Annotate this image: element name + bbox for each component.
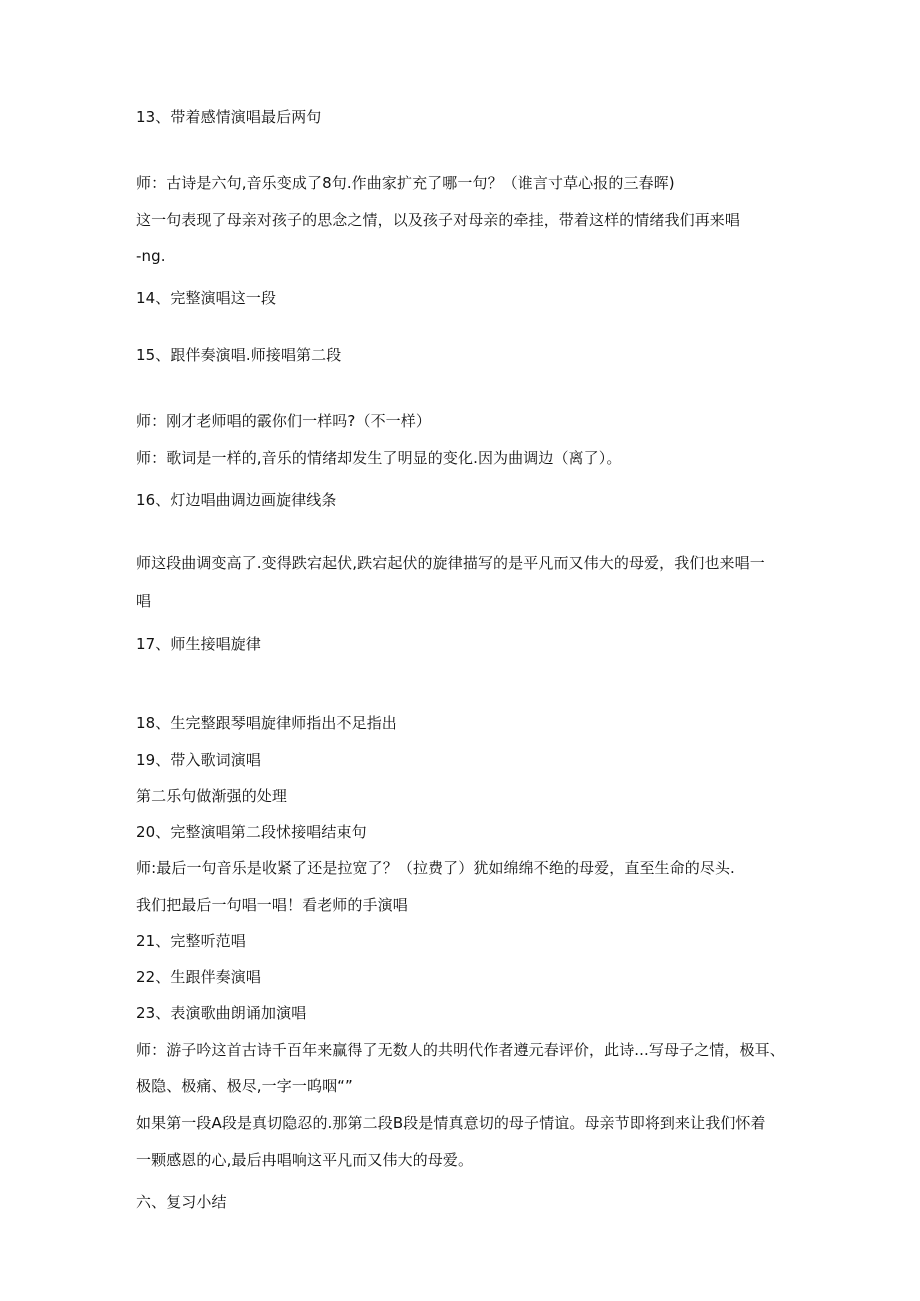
paragraph-line: 我们把最后一句唱一唱！看老师的手演唱: [136, 896, 408, 914]
step-19: 19、带入歌词演唱: [136, 751, 261, 769]
paragraph-line: 一颗感恩的心,最后冉唱响这平凡而又伟大的母爱。: [136, 1151, 474, 1169]
step-16: 16、灯边唱曲调边画旋律线条: [136, 491, 337, 509]
paragraph-line: 如果第一段A段是真切隐忍的.那第二段B段是情真意切的母子情谊。母亲节即将到来让我们怀着: [136, 1114, 766, 1132]
paragraph-line: 极隐、极痛、极尽,一字一呜咽“”: [136, 1077, 353, 1095]
paragraph-line: 第二乐句做渐强的处理: [136, 787, 288, 805]
paragraph-line: 师这段曲调变高了.变得跌宕起伏,跌宕起伏的旋律描写的是平凡而又伟大的母爱，我们也来唱一: [136, 554, 765, 572]
teacher-line: 师：歌词是一样的,音乐的情绪却发生了明显的变化.因为曲调边（离了）。: [136, 449, 622, 467]
step-17: 17、师生接唱旋律: [136, 635, 261, 653]
teacher-line: 师：古诗是六句,音乐变成了8句.作曲家扩充了哪一句？（谁言寸草心报的三春晖): [136, 174, 675, 192]
paragraph-line: 唱: [136, 592, 152, 610]
step-13: 13、带着感情演唱最后两句: [136, 108, 322, 126]
section-heading: 六、复习小结: [136, 1193, 227, 1211]
step-15: 15、跟伴奏演唱.师接唱第二段: [136, 346, 342, 364]
teacher-line: 师:最后一句音乐是收紧了还是拉宽了？（拉费了）犹如绵绵不绝的母爱，直至生命的尽头.: [136, 859, 735, 877]
paragraph-line: 这一句表现了母亲对孩子的思念之情，以及孩子对母亲的牵挂，带着这样的情绪我们再来唱: [136, 211, 741, 229]
paragraph-line: -ng.: [136, 247, 166, 265]
teacher-line: 师：游子吟这首古诗千百年来赢得了无数人的共明代作者遵元春评价，此诗...写母子之情，极耳、: [136, 1041, 785, 1059]
step-23: 23、表演歌曲朗诵加演唱: [136, 1004, 307, 1022]
teacher-line: 师：刚才老师唱的霰你们一样吗?（不一样）: [136, 412, 431, 430]
step-18: 18、生完整跟琴唱旋律师指出不足指出: [136, 714, 397, 732]
step-21: 21、完整听范唱: [136, 932, 246, 950]
step-14: 14、完整演唱这一段: [136, 289, 277, 307]
step-22: 22、生跟伴奏演唱: [136, 968, 261, 986]
step-20: 20、完整演唱第二段怵接唱结束句: [136, 823, 367, 841]
